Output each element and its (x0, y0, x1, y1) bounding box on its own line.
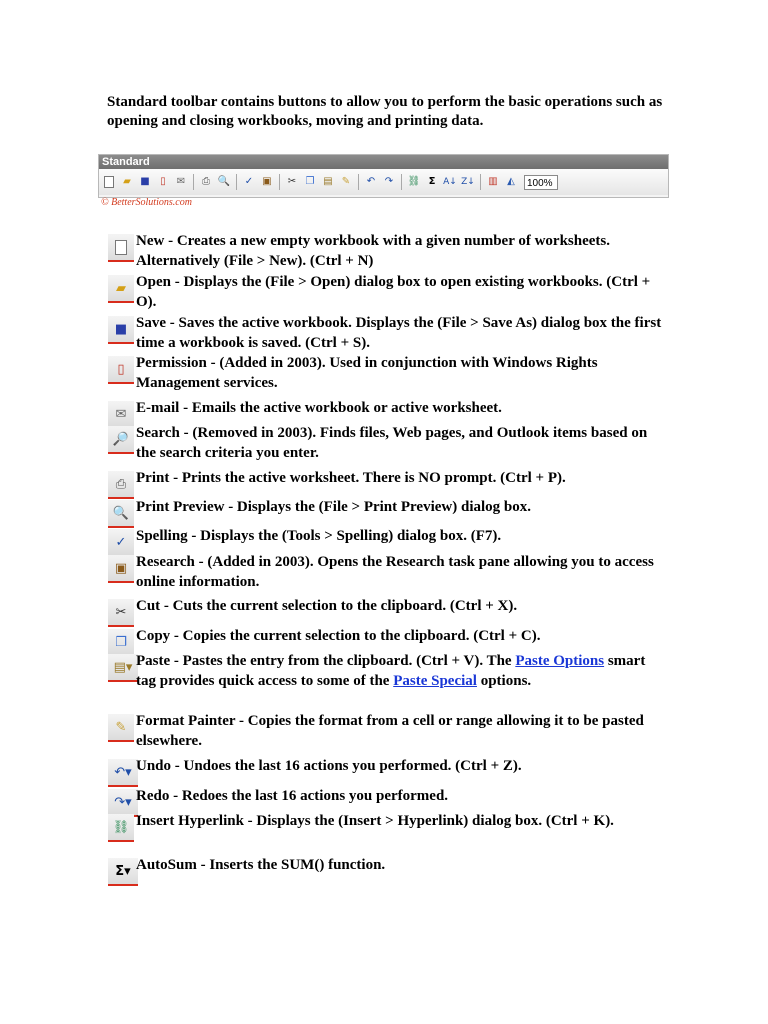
format-painter-icon: ✎ (341, 176, 351, 187)
redo-icon: ↷▾ (108, 789, 138, 817)
copy-icon: ❐ (108, 629, 134, 657)
new-icon (108, 234, 134, 262)
autosum-icon: Σ (428, 176, 436, 187)
entry-text: AutoSum - Inserts the SUM() function. (136, 857, 386, 873)
toolbar-separator (358, 174, 359, 190)
entry-text: E-mail - Emails the active workbook or active worksheet. (136, 400, 502, 416)
paste-options-link[interactable]: Paste Options (515, 653, 605, 669)
print-icon: ⎙ (202, 176, 210, 187)
entry-text: Research - (Added in 2003). Opens the Research task pane allowing you to access online information. (136, 554, 654, 590)
entry-text: Cut - Cuts the current selection to the clipboard. (Ctrl + X). (136, 598, 518, 614)
zoom-box: 100% (524, 175, 558, 190)
hyperlink-icon: ⛓ (407, 176, 421, 187)
copy-icon: ❐ (305, 176, 315, 187)
autosum-icon: Σ▾ (108, 858, 138, 886)
entry-text: Copy - Copies the current selection to the clipboard. (Ctrl + C). (136, 628, 541, 644)
print-preview-icon: 🔍 (108, 500, 134, 528)
cut-icon: ✂ (287, 176, 297, 187)
toolbar-buttons (99, 169, 668, 195)
entry-text: Format Painter - Copies the format from a cell or range allowing it to be pasted elsewhere. (136, 713, 644, 749)
email-icon: ✉ (108, 401, 134, 429)
research-icon: ▣ (262, 176, 272, 187)
sort-ascending-icon: A↓ (443, 177, 457, 187)
toolbar-separator (279, 174, 280, 190)
spelling-icon: ✓ (244, 176, 254, 187)
open-icon: ▰ (123, 176, 131, 187)
paste-text-c: options. (476, 672, 532, 689)
search-icon: 🔎 (108, 426, 134, 454)
save-icon: ■ (108, 316, 134, 344)
new-icon (102, 175, 116, 189)
entry-text (136, 652, 668, 691)
cut-icon: ✂ (108, 599, 134, 627)
chart-wizard-icon: ▥ (488, 176, 498, 187)
hyperlink-icon: ⛓ (108, 814, 134, 842)
paste-icon: ▤▾ (108, 654, 138, 682)
entry-text: Insert Hyperlink - Displays the (Insert > Hyperlink) dialog box. (Ctrl + K). (136, 813, 614, 829)
entry-text: Print - Prints the active worksheet. There is NO prompt. (Ctrl + P). (136, 470, 566, 486)
toolbar-title: Standard (99, 155, 668, 169)
entry-text: Undo - Undoes the last 16 actions you performed. (Ctrl + Z). (136, 758, 522, 774)
spelling-icon: ✓ (108, 529, 134, 557)
paste-icon: ▤ (323, 176, 333, 187)
standard-toolbar-image (98, 154, 669, 198)
entry-text: Spelling - Displays the (Tools > Spelling) dialog box. (F7). (136, 528, 502, 544)
toolbar-separator (236, 174, 237, 190)
redo-icon: ↷ (384, 176, 394, 187)
entry-text: Open - Displays the (File > Open) dialog box to open existing workbooks. (Ctrl + O). (136, 274, 651, 310)
toolbar-separator (193, 174, 194, 190)
permission-icon: ▯ (160, 176, 166, 187)
print-icon: ⎙ (108, 471, 134, 499)
copyright-watermark: © BetterSolutions.com (101, 197, 192, 208)
paste-text-a: Paste - Pastes the entry from the clipboard. (Ctrl + V). The (136, 653, 516, 669)
print-preview-icon: 🔍 (217, 176, 231, 187)
entry-text: Search - (Removed in 2003). Finds files, Web pages, and Outlook items based on the search criteria you enter. (136, 425, 648, 461)
entry-text: Save - Saves the active workbook. Displays the (File > Save As) dialog box the first time a workbook is saved. (Ctrl + S). (136, 315, 662, 351)
research-icon: ▣ (108, 555, 134, 583)
undo-icon: ↶▾ (108, 759, 138, 787)
format-painter-icon: ✎ (108, 714, 134, 742)
entry-text: Print Preview - Displays the (File > Print Preview) dialog box. (136, 499, 532, 515)
paste-text-b: smart tag provides quick access to some of the (136, 653, 646, 689)
sort-descending-icon: Z↓ (461, 177, 475, 187)
save-icon: ■ (140, 176, 150, 187)
entry-text: Permission - (Added in 2003). Used in conjunction with Windows Rights Management services. (136, 355, 598, 391)
undo-icon: ↶ (366, 176, 376, 187)
permission-icon: ▯ (108, 356, 134, 384)
open-icon: ▰ (108, 275, 134, 303)
paste-special-link[interactable]: Paste Special (393, 672, 477, 689)
email-icon: ✉ (176, 176, 186, 187)
intro-paragraph: Standard toolbar contains buttons to allow you to perform the basic operations such as opening and closing workbooks, moving and printing data. (107, 94, 663, 129)
entry-text: New - Creates a new empty workbook with a given number of worksheets. Alternatively (File > New). (Ctrl + N) (136, 233, 611, 269)
toolbar-separator (480, 174, 481, 190)
drawing-icon: ◭ (507, 176, 515, 187)
entry-text: Redo - Redoes the last 16 actions you performed. (136, 788, 449, 804)
toolbar-separator (401, 174, 402, 190)
